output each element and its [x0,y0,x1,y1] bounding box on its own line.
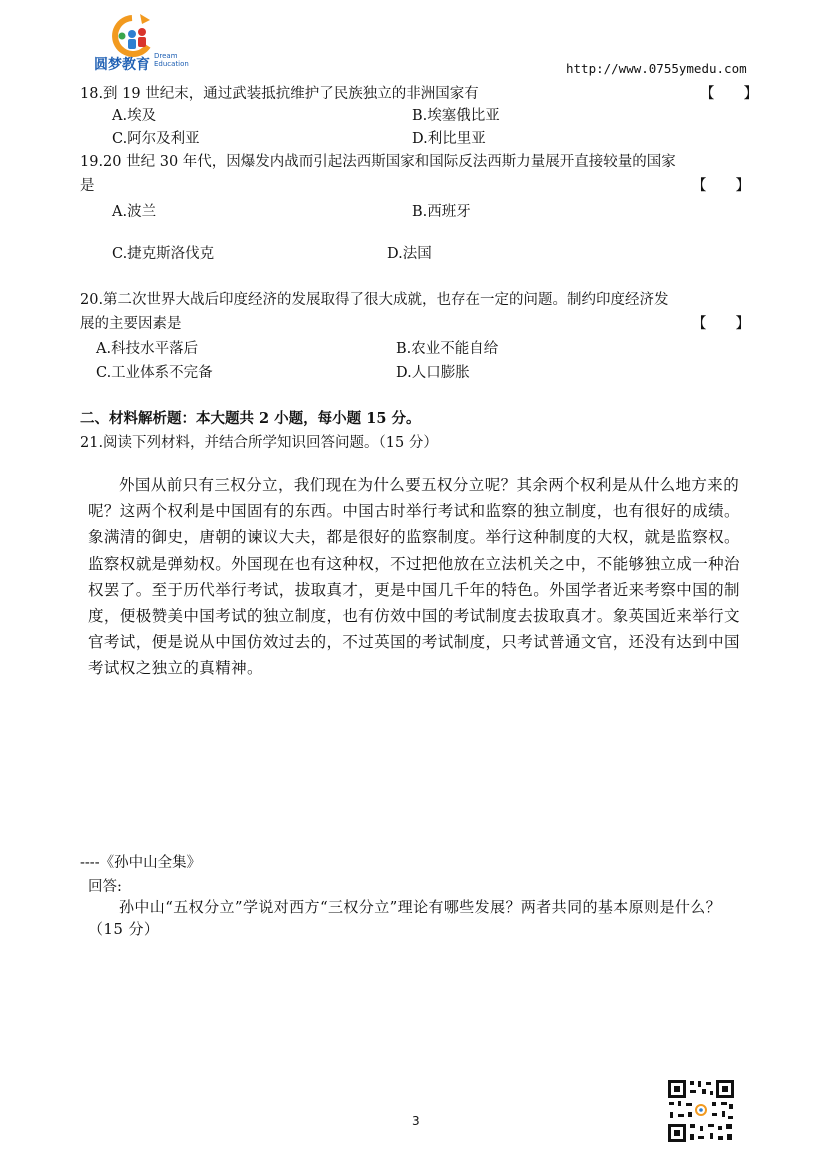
header-url[interactable]: http://www.0755ymedu.com [566,61,747,76]
q18-option-c: C.阿尔及利亚 [112,131,200,147]
qr-code [666,1078,736,1144]
q18-option-a: A.埃及 [112,108,157,124]
q18-option-d: D.利比里亚 [412,131,486,147]
answer-label: 回答: [88,879,122,895]
q19-option-b: B.西班牙 [412,204,471,220]
q18-stem: 18.到 19 世纪末，通过武装抵抗维护了民族独立的非洲国家有 [80,86,479,102]
material-source: ----《孙中山全集》 [80,855,202,871]
q21-stem: 21.阅读下列材料，并结合所学知识回答问题。（15 分） [80,435,438,451]
q20-option-c: C.工业体系不完备 [96,365,213,381]
section2-title: 二、材料解析题：本大题共 2 小题，每小题 15 分。 [80,410,421,427]
dream-education-logo [92,10,189,76]
q20-stem-line2: 展的主要因素是 [80,316,182,332]
q19-option-a: A.波兰 [112,204,157,220]
qr-code-icon [666,1078,736,1144]
q20-stem-line1: 20.第二次世界大战后印度经济的发展取得了很大成就，也存在一定的问题。制约印度经济发 [80,292,669,308]
q19-stem-line2: 是 [80,178,95,194]
q18-option-b: B.埃塞俄比亚 [412,108,500,124]
logo-text: 圆梦教育 [94,57,150,73]
q20-option-a: A.科技水平落后 [96,341,199,357]
logo-en-2: Education [154,60,189,68]
q20-option-b: B.农业不能自给 [396,341,499,357]
q18-answer-bracket: 【 】 [700,86,758,102]
q19-option-d: D.法国 [387,246,432,262]
q20-option-d: D.人口膨胀 [396,365,470,381]
q19-stem-line1: 19.20 世纪 30 年代，因爆发内战而引起法西斯国家和国际反法西斯力量展开直接较量的国家 [80,154,676,170]
q19-option-c: C.捷克斯洛伐克 [112,246,215,262]
q21-question-text: 孙中山“五权分立”学说对西方“三权分立”理论有哪些发展？两者共同的基本原则是什么？（15 分） [88,898,722,938]
page-number: 3 [412,1114,420,1128]
q21-question [88,896,752,940]
q20-answer-bracket: 【 】 [692,316,750,332]
q19-answer-bracket: 【 】 [692,178,750,194]
logo-en-1: Dream [154,52,178,60]
q21-material-text: 外国从前只有三权分立，我们现在为什么要五权分立呢？其余两个权利是从什么地方来的呢？这两个权利是中国固有的东西。中国古时举行考试和监察的独立制度，也有很好的成绩。象满清的御史，唐朝的谏议大夫，都是很好的监察制度。举行这种制度的大权，就是监察权。监察权就是弹劾权。外国现在也有这种权，不过把他放在立法机关之中，不能够独立成一种治权罢了。至于历代举行考试，拔取真才，更是中国几千年的特色。外国学者近来考察中国的制度，便极赞美中国考试的独立制度，也有仿效中国的考试制度去拔取真才。象英国近来举行文官考试，便是说从中国仿效过去的，不过英国的考试制度，只考试普通文官，还没有达到中国考试权之独立的真精神。 [88,476,740,678]
q21-material [88,472,752,682]
